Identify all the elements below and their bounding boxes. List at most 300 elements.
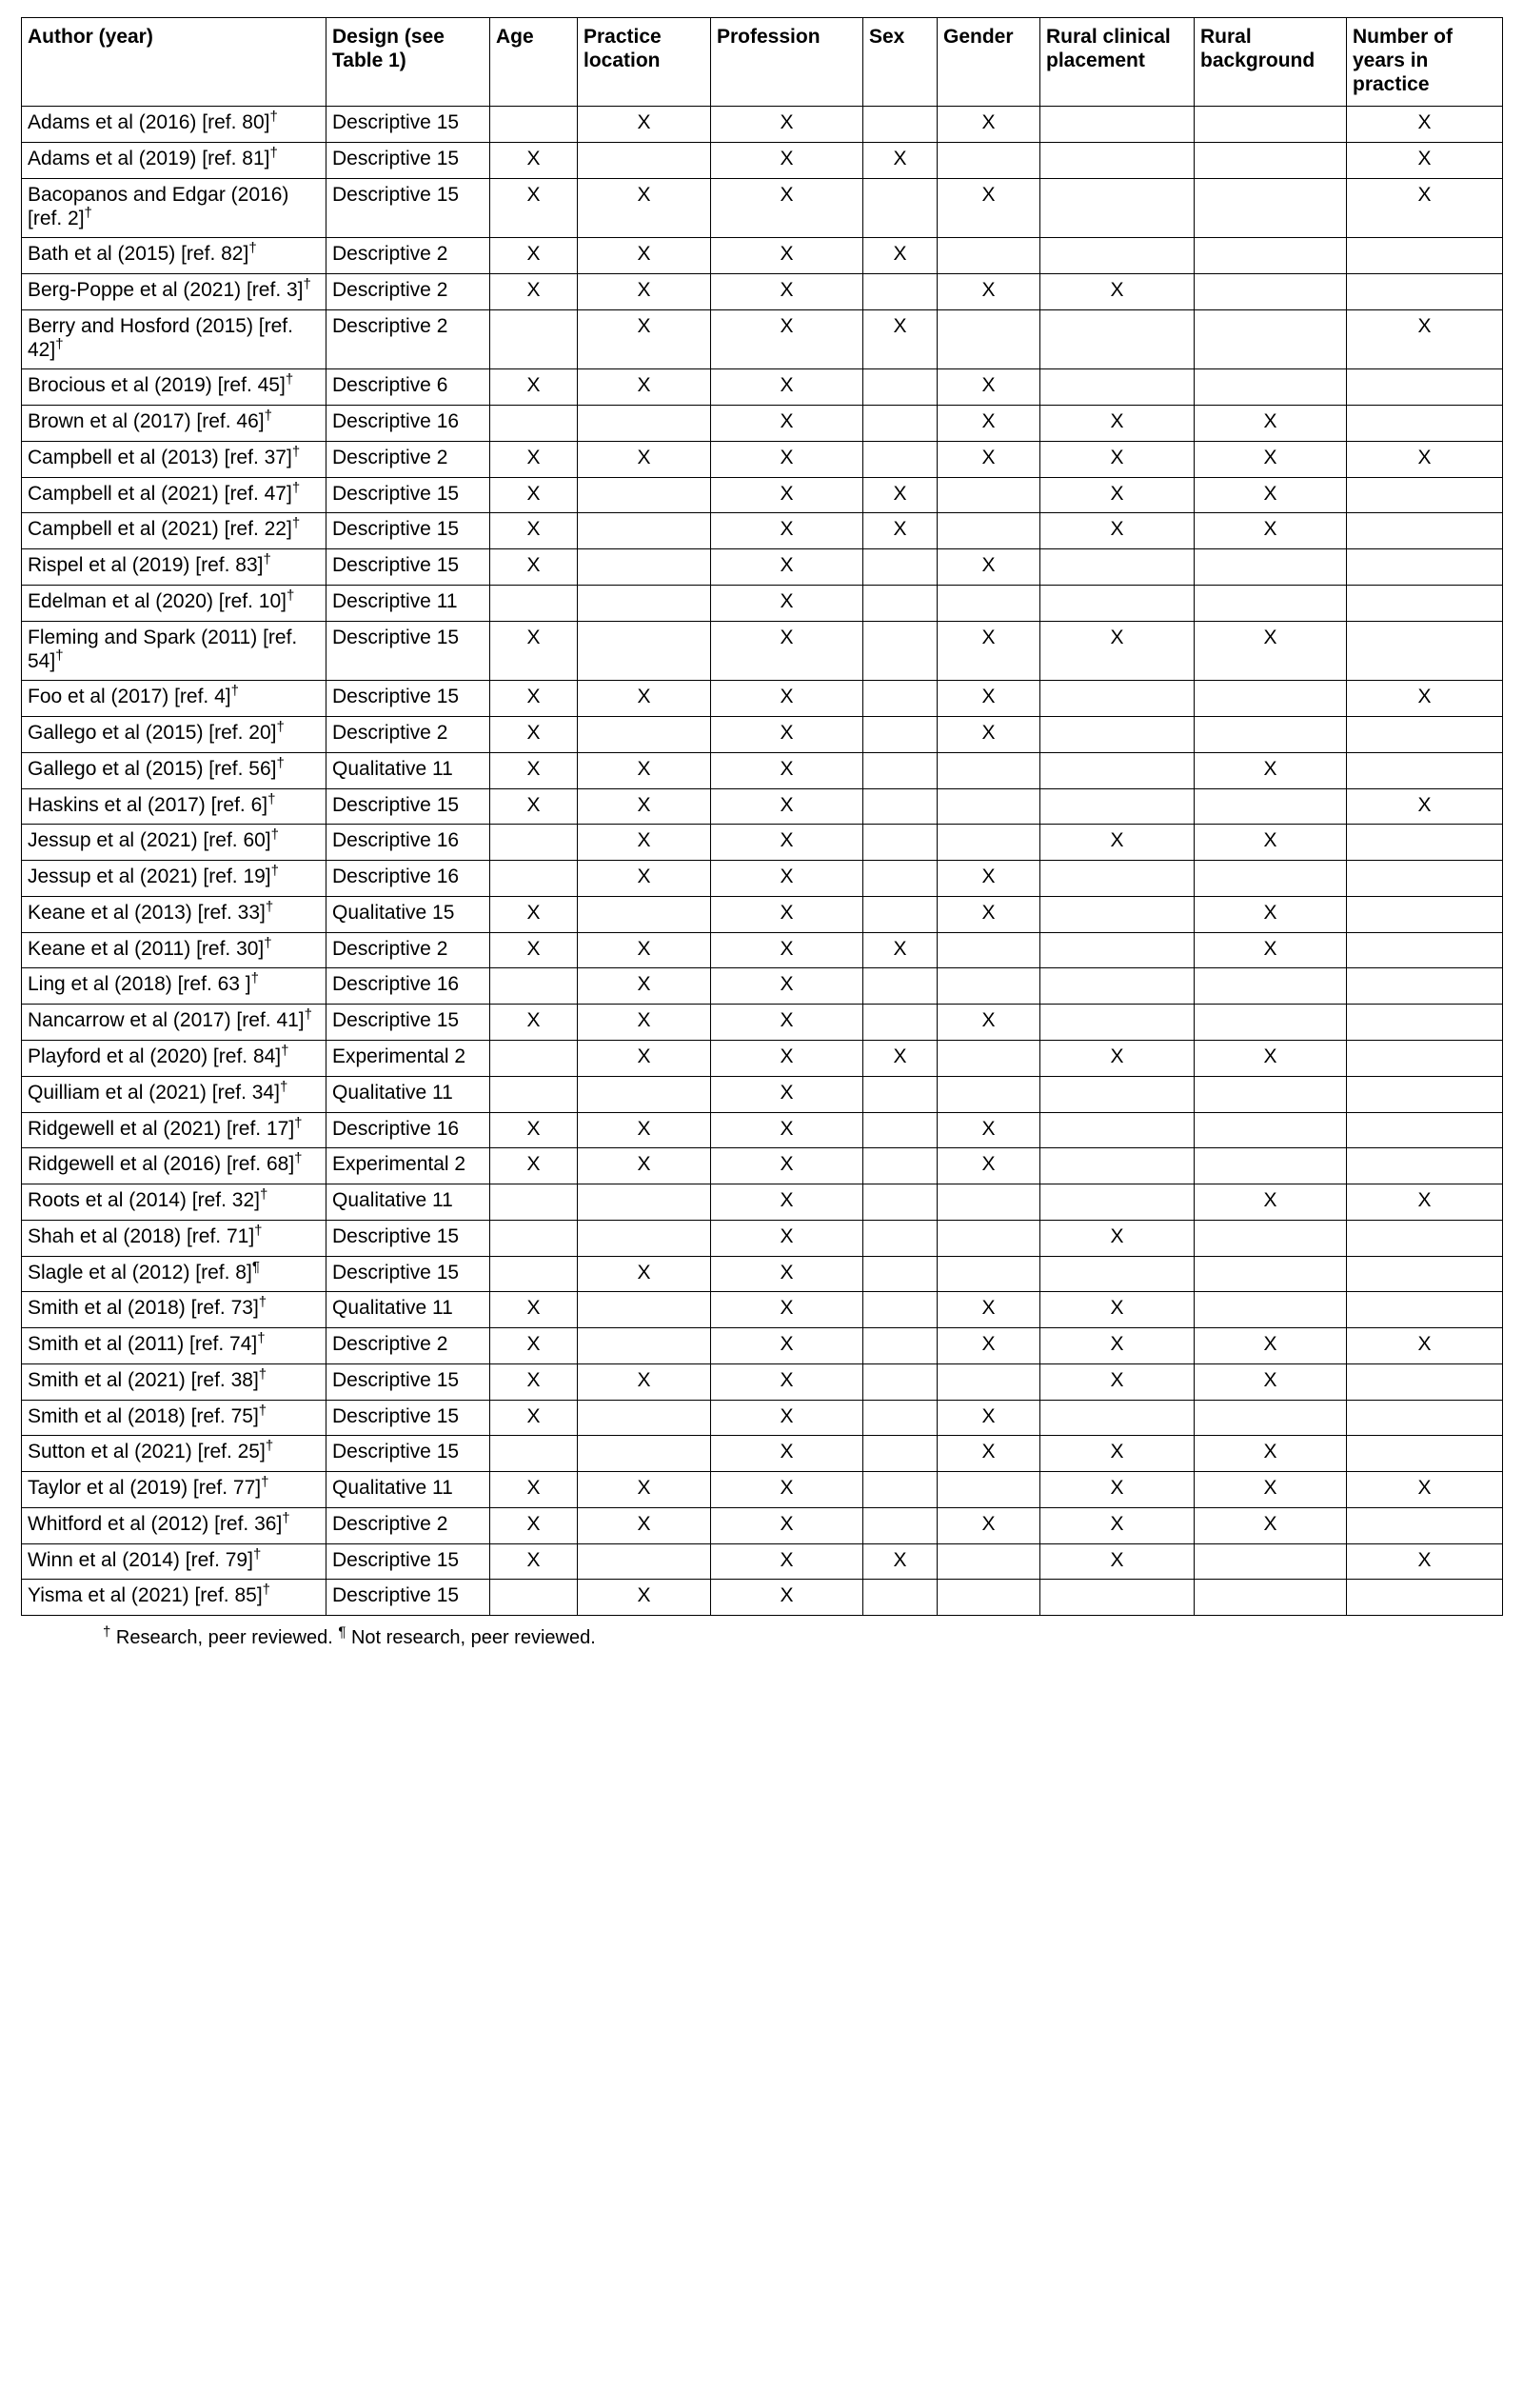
cell-years-in-practice xyxy=(1347,477,1503,513)
cell-sex: X xyxy=(863,238,938,274)
footnote-marker: † xyxy=(262,1582,271,1599)
cell-age xyxy=(490,107,578,143)
cell-rural-clinical-placement xyxy=(1040,549,1195,586)
cell-author: Bacopanos and Edgar (2016) [ref. 2]† xyxy=(22,178,326,238)
cell-years-in-practice xyxy=(1347,1076,1503,1112)
cell-gender xyxy=(938,1472,1040,1508)
cell-design: Experimental 2 xyxy=(326,1148,490,1184)
cell-sex xyxy=(863,896,938,932)
cell-gender: X xyxy=(938,1292,1040,1328)
cell-design: Descriptive 15 xyxy=(326,143,490,179)
table-header-row xyxy=(22,18,1503,107)
cell-age xyxy=(490,1076,578,1112)
cell-author: Winn et al (2014) [ref. 79]† xyxy=(22,1543,326,1580)
cell-years-in-practice xyxy=(1347,1292,1503,1328)
cell-years-in-practice xyxy=(1347,369,1503,406)
cell-rural-background: X xyxy=(1195,406,1347,442)
cell-sex xyxy=(863,1436,938,1472)
cell-design: Qualitative 15 xyxy=(326,896,490,932)
cell-practice-location xyxy=(578,896,711,932)
cell-practice-location xyxy=(578,406,711,442)
cell-rural-clinical-placement: X xyxy=(1040,1472,1195,1508)
cell-profession: X xyxy=(711,1148,863,1184)
cell-gender xyxy=(938,477,1040,513)
cell-rural-clinical-placement: X xyxy=(1040,1543,1195,1580)
table-row xyxy=(22,1472,1503,1508)
table-row xyxy=(22,1400,1503,1436)
cell-profession: X xyxy=(711,1076,863,1112)
table-row xyxy=(22,1112,1503,1148)
column-header-rural-background: Rural background xyxy=(1195,18,1347,107)
cell-design: Descriptive 15 xyxy=(326,1005,490,1041)
cell-age: X xyxy=(490,896,578,932)
cell-gender: X xyxy=(938,681,1040,717)
cell-rural-clinical-placement xyxy=(1040,1184,1195,1221)
cell-practice-location: X xyxy=(578,1148,711,1184)
cell-gender: X xyxy=(938,1507,1040,1543)
table-row xyxy=(22,717,1503,753)
cell-sex xyxy=(863,1580,938,1616)
cell-rural-background: X xyxy=(1195,477,1347,513)
cell-rural-clinical-placement: X xyxy=(1040,477,1195,513)
footnote-marker: † xyxy=(291,515,301,532)
cell-rural-background xyxy=(1195,861,1347,897)
cell-design: Descriptive 2 xyxy=(326,717,490,753)
table-row xyxy=(22,178,1503,238)
column-header-rural-clinical-placement: Rural clinical placement xyxy=(1040,18,1195,107)
cell-rural-clinical-placement xyxy=(1040,1400,1195,1436)
table-row xyxy=(22,1328,1503,1364)
cell-profession: X xyxy=(711,1040,863,1076)
cell-profession: X xyxy=(711,1436,863,1472)
cell-rural-background xyxy=(1195,1400,1347,1436)
cell-gender xyxy=(938,238,1040,274)
cell-practice-location xyxy=(578,477,711,513)
cell-rural-clinical-placement xyxy=(1040,1112,1195,1148)
table-body xyxy=(22,107,1503,1616)
cell-design: Qualitative 11 xyxy=(326,752,490,788)
cell-author: Jessup et al (2021) [ref. 60]† xyxy=(22,825,326,861)
cell-rural-clinical-placement: X xyxy=(1040,1328,1195,1364)
cell-author: Shah et al (2018) [ref. 71]† xyxy=(22,1220,326,1256)
cell-age: X xyxy=(490,1363,578,1400)
cell-age: X xyxy=(490,1400,578,1436)
cell-gender: X xyxy=(938,1148,1040,1184)
cell-age: X xyxy=(490,238,578,274)
cell-practice-location xyxy=(578,513,711,549)
cell-author: Roots et al (2014) [ref. 32]† xyxy=(22,1184,326,1221)
cell-practice-location: X xyxy=(578,1472,711,1508)
cell-years-in-practice xyxy=(1347,1220,1503,1256)
cell-rural-background: X xyxy=(1195,1328,1347,1364)
cell-age xyxy=(490,309,578,369)
footnote-marker: † xyxy=(254,1222,263,1239)
cell-design: Descriptive 15 xyxy=(326,1580,490,1616)
footnote-text-research: Research, peer reviewed. xyxy=(110,1627,339,1649)
table-row xyxy=(22,1507,1503,1543)
cell-age: X xyxy=(490,441,578,477)
footnote-marker: † xyxy=(291,443,301,460)
cell-years-in-practice: X xyxy=(1347,1184,1503,1221)
cell-sex xyxy=(863,1472,938,1508)
cell-rural-background: X xyxy=(1195,1436,1347,1472)
cell-rural-background: X xyxy=(1195,1472,1347,1508)
cell-practice-location xyxy=(578,621,711,681)
cell-rural-clinical-placement xyxy=(1040,143,1195,179)
cell-age xyxy=(490,586,578,622)
table-row xyxy=(22,788,1503,825)
cell-author: Ridgewell et al (2021) [ref. 17]† xyxy=(22,1112,326,1148)
table-row xyxy=(22,1580,1503,1616)
cell-profession: X xyxy=(711,1400,863,1436)
cell-rural-background: X xyxy=(1195,1184,1347,1221)
footnote-marker: † xyxy=(303,276,311,293)
column-header-years-in-practice: Number of years in practice xyxy=(1347,18,1503,107)
table-footnote xyxy=(21,1623,1502,1649)
footnote-marker: † xyxy=(267,790,276,807)
cell-design: Descriptive 2 xyxy=(326,309,490,369)
cell-sex xyxy=(863,1112,938,1148)
cell-profession: X xyxy=(711,1112,863,1148)
cell-rural-background xyxy=(1195,107,1347,143)
cell-design: Qualitative 11 xyxy=(326,1292,490,1328)
cell-rural-background xyxy=(1195,1148,1347,1184)
footnote-marker: † xyxy=(252,1545,262,1562)
cell-design: Descriptive 2 xyxy=(326,932,490,968)
cell-gender xyxy=(938,1580,1040,1616)
cell-sex xyxy=(863,549,938,586)
cell-years-in-practice: X xyxy=(1347,309,1503,369)
table-row xyxy=(22,309,1503,369)
cell-years-in-practice xyxy=(1347,717,1503,753)
cell-age: X xyxy=(490,369,578,406)
cell-profession: X xyxy=(711,968,863,1005)
cell-sex: X xyxy=(863,1040,938,1076)
cell-rural-clinical-placement xyxy=(1040,1256,1195,1292)
cell-author: Ling et al (2018) [ref. 63 ]† xyxy=(22,968,326,1005)
cell-practice-location xyxy=(578,143,711,179)
cell-rural-clinical-placement: X xyxy=(1040,441,1195,477)
cell-design: Descriptive 15 xyxy=(326,1400,490,1436)
cell-age: X xyxy=(490,621,578,681)
cell-age: X xyxy=(490,788,578,825)
cell-sex: X xyxy=(863,477,938,513)
cell-sex xyxy=(863,681,938,717)
footnote-marker: ¶ xyxy=(251,1258,260,1275)
cell-rural-background: X xyxy=(1195,896,1347,932)
cell-design: Experimental 2 xyxy=(326,1040,490,1076)
cell-age: X xyxy=(490,143,578,179)
cell-gender: X xyxy=(938,406,1040,442)
footnote-marker: † xyxy=(230,683,239,700)
cell-practice-location: X xyxy=(578,1005,711,1041)
cell-practice-location xyxy=(578,1292,711,1328)
cell-author: Brown et al (2017) [ref. 46]† xyxy=(22,406,326,442)
table-row xyxy=(22,968,1503,1005)
cell-years-in-practice xyxy=(1347,1148,1503,1184)
footnote-marker: † xyxy=(304,1006,312,1024)
cell-design: Descriptive 15 xyxy=(326,549,490,586)
cell-gender: X xyxy=(938,1400,1040,1436)
cell-design: Descriptive 16 xyxy=(326,406,490,442)
cell-gender: X xyxy=(938,1005,1040,1041)
cell-author: Ridgewell et al (2016) [ref. 68]† xyxy=(22,1148,326,1184)
cell-gender: X xyxy=(938,107,1040,143)
cell-gender: X xyxy=(938,1112,1040,1148)
cell-sex xyxy=(863,825,938,861)
cell-gender: X xyxy=(938,1328,1040,1364)
cell-rural-clinical-placement xyxy=(1040,717,1195,753)
cell-years-in-practice: X xyxy=(1347,441,1503,477)
cell-profession: X xyxy=(711,788,863,825)
cell-gender xyxy=(938,932,1040,968)
cell-sex xyxy=(863,717,938,753)
cell-practice-location: X xyxy=(578,788,711,825)
footnote-marker: † xyxy=(276,719,285,736)
cell-rural-clinical-placement xyxy=(1040,107,1195,143)
cell-gender: X xyxy=(938,621,1040,681)
cell-author: Edelman et al (2020) [ref. 10]† xyxy=(22,586,326,622)
table-row xyxy=(22,1256,1503,1292)
cell-gender xyxy=(938,825,1040,861)
cell-age: X xyxy=(490,274,578,310)
cell-rural-background: X xyxy=(1195,1363,1347,1400)
column-header-gender: Gender xyxy=(938,18,1040,107)
cell-practice-location: X xyxy=(578,825,711,861)
cell-age xyxy=(490,968,578,1005)
table-row xyxy=(22,1148,1503,1184)
cell-age: X xyxy=(490,681,578,717)
cell-author: Smith et al (2018) [ref. 73]† xyxy=(22,1292,326,1328)
cell-years-in-practice: X xyxy=(1347,178,1503,238)
cell-rural-background xyxy=(1195,143,1347,179)
footnote-pilcrow-symbol: ¶ xyxy=(338,1623,346,1641)
footnote-marker: † xyxy=(264,408,272,425)
footnote-marker: † xyxy=(264,934,272,951)
cell-practice-location: X xyxy=(578,309,711,369)
cell-design: Descriptive 2 xyxy=(326,238,490,274)
cell-author: Sutton et al (2021) [ref. 25]† xyxy=(22,1436,326,1472)
cell-rural-background xyxy=(1195,1112,1347,1148)
cell-years-in-practice xyxy=(1347,274,1503,310)
footnote-marker: † xyxy=(285,371,294,388)
cell-design: Descriptive 15 xyxy=(326,1220,490,1256)
cell-years-in-practice: X xyxy=(1347,107,1503,143)
cell-design: Descriptive 16 xyxy=(326,825,490,861)
cell-rural-clinical-placement: X xyxy=(1040,513,1195,549)
cell-rural-clinical-placement xyxy=(1040,586,1195,622)
table-row xyxy=(22,896,1503,932)
table-row xyxy=(22,1005,1503,1041)
cell-rural-clinical-placement xyxy=(1040,1148,1195,1184)
cell-profession: X xyxy=(711,477,863,513)
cell-design: Descriptive 6 xyxy=(326,369,490,406)
cell-rural-background: X xyxy=(1195,932,1347,968)
table-row xyxy=(22,406,1503,442)
cell-author: Taylor et al (2019) [ref. 77]† xyxy=(22,1472,326,1508)
cell-practice-location: X xyxy=(578,861,711,897)
cell-rural-background xyxy=(1195,717,1347,753)
cell-gender xyxy=(938,143,1040,179)
cell-gender xyxy=(938,968,1040,1005)
cell-rural-clinical-placement: X xyxy=(1040,1507,1195,1543)
cell-author: Foo et al (2017) [ref. 4]† xyxy=(22,681,326,717)
cell-rural-clinical-placement xyxy=(1040,309,1195,369)
cell-years-in-practice: X xyxy=(1347,143,1503,179)
cell-years-in-practice xyxy=(1347,1436,1503,1472)
cell-rural-background xyxy=(1195,1543,1347,1580)
cell-rural-clinical-placement: X xyxy=(1040,1363,1195,1400)
cell-years-in-practice xyxy=(1347,825,1503,861)
cell-years-in-practice xyxy=(1347,932,1503,968)
cell-rural-clinical-placement xyxy=(1040,861,1195,897)
cell-years-in-practice xyxy=(1347,1112,1503,1148)
table-row xyxy=(22,549,1503,586)
footnote-marker: † xyxy=(261,1474,269,1491)
cell-author: Jessup et al (2021) [ref. 19]† xyxy=(22,861,326,897)
cell-rural-background xyxy=(1195,274,1347,310)
column-header-sex: Sex xyxy=(863,18,938,107)
cell-rural-background xyxy=(1195,1005,1347,1041)
cell-rural-clinical-placement xyxy=(1040,932,1195,968)
table-row xyxy=(22,513,1503,549)
cell-author: Campbell et al (2021) [ref. 47]† xyxy=(22,477,326,513)
cell-practice-location xyxy=(578,586,711,622)
cell-rural-background xyxy=(1195,788,1347,825)
cell-practice-location: X xyxy=(578,1040,711,1076)
footnote-marker: † xyxy=(270,826,279,844)
footnote-marker: † xyxy=(257,1330,266,1347)
cell-practice-location xyxy=(578,1543,711,1580)
cell-sex xyxy=(863,1220,938,1256)
cell-sex xyxy=(863,1328,938,1364)
table-row xyxy=(22,1543,1503,1580)
table-row xyxy=(22,1220,1503,1256)
cell-rural-clinical-placement: X xyxy=(1040,1040,1195,1076)
table-row xyxy=(22,1076,1503,1112)
cell-author: Berg-Poppe et al (2021) [ref. 3]† xyxy=(22,274,326,310)
cell-age: X xyxy=(490,513,578,549)
cell-years-in-practice: X xyxy=(1347,1543,1503,1580)
cell-design: Descriptive 15 xyxy=(326,1256,490,1292)
study-characteristics-table xyxy=(21,17,1503,1616)
footnote-marker: † xyxy=(276,754,285,771)
cell-rural-background xyxy=(1195,968,1347,1005)
cell-age: X xyxy=(490,1543,578,1580)
cell-author: Adams et al (2016) [ref. 80]† xyxy=(22,107,326,143)
cell-author: Campbell et al (2013) [ref. 37]† xyxy=(22,441,326,477)
cell-author: Fleming and Spark (2011) [ref. 54]† xyxy=(22,621,326,681)
cell-age xyxy=(490,1436,578,1472)
cell-rural-background xyxy=(1195,1220,1347,1256)
cell-profession: X xyxy=(711,1472,863,1508)
cell-sex xyxy=(863,1256,938,1292)
cell-rural-background xyxy=(1195,309,1347,369)
cell-sex xyxy=(863,274,938,310)
cell-years-in-practice xyxy=(1347,1040,1503,1076)
cell-rural-background: X xyxy=(1195,752,1347,788)
cell-practice-location: X xyxy=(578,681,711,717)
cell-age xyxy=(490,1220,578,1256)
cell-rural-background: X xyxy=(1195,513,1347,549)
cell-rural-background xyxy=(1195,586,1347,622)
cell-years-in-practice xyxy=(1347,861,1503,897)
cell-age: X xyxy=(490,1148,578,1184)
cell-rural-background xyxy=(1195,369,1347,406)
footnote-marker: † xyxy=(259,1186,268,1204)
footnote-marker: † xyxy=(265,898,274,915)
cell-design: Descriptive 2 xyxy=(326,1328,490,1364)
cell-profession: X xyxy=(711,406,863,442)
footnote-marker: † xyxy=(263,551,271,568)
cell-design: Qualitative 11 xyxy=(326,1076,490,1112)
cell-age: X xyxy=(490,1472,578,1508)
cell-profession: X xyxy=(711,752,863,788)
cell-profession: X xyxy=(711,1580,863,1616)
cell-years-in-practice xyxy=(1347,238,1503,274)
cell-rural-background xyxy=(1195,1580,1347,1616)
cell-rural-clinical-placement xyxy=(1040,1005,1195,1041)
table-row xyxy=(22,238,1503,274)
cell-gender xyxy=(938,1040,1040,1076)
cell-gender: X xyxy=(938,369,1040,406)
cell-sex xyxy=(863,1507,938,1543)
cell-practice-location xyxy=(578,1328,711,1364)
cell-practice-location: X xyxy=(578,441,711,477)
cell-design: Descriptive 15 xyxy=(326,178,490,238)
cell-practice-location: X xyxy=(578,968,711,1005)
cell-age: X xyxy=(490,549,578,586)
cell-age xyxy=(490,1256,578,1292)
cell-practice-location xyxy=(578,1220,711,1256)
cell-age: X xyxy=(490,477,578,513)
cell-age xyxy=(490,1040,578,1076)
cell-author: Nancarrow et al (2017) [ref. 41]† xyxy=(22,1005,326,1041)
cell-profession: X xyxy=(711,1543,863,1580)
cell-sex xyxy=(863,586,938,622)
cell-years-in-practice xyxy=(1347,896,1503,932)
table-row xyxy=(22,477,1503,513)
cell-profession: X xyxy=(711,238,863,274)
cell-author: Slagle et al (2012) [ref. 8]¶ xyxy=(22,1256,326,1292)
cell-design: Descriptive 15 xyxy=(326,621,490,681)
table-row xyxy=(22,752,1503,788)
table-row xyxy=(22,1292,1503,1328)
cell-rural-clinical-placement: X xyxy=(1040,1436,1195,1472)
cell-years-in-practice xyxy=(1347,1005,1503,1041)
cell-design: Descriptive 15 xyxy=(326,477,490,513)
cell-age: X xyxy=(490,932,578,968)
cell-gender: X xyxy=(938,178,1040,238)
table-row xyxy=(22,143,1503,179)
cell-design: Descriptive 16 xyxy=(326,1112,490,1148)
footnote-marker: † xyxy=(55,335,64,352)
cell-practice-location: X xyxy=(578,1580,711,1616)
cell-author: Haskins et al (2017) [ref. 6]† xyxy=(22,788,326,825)
cell-gender xyxy=(938,1076,1040,1112)
cell-profession: X xyxy=(711,1363,863,1400)
cell-sex: X xyxy=(863,932,938,968)
table-row xyxy=(22,681,1503,717)
cell-practice-location: X xyxy=(578,274,711,310)
cell-gender xyxy=(938,309,1040,369)
footnote-marker: † xyxy=(279,1078,288,1095)
cell-sex: X xyxy=(863,513,938,549)
cell-profession: X xyxy=(711,549,863,586)
footnote-marker: † xyxy=(258,1365,267,1383)
cell-profession: X xyxy=(711,586,863,622)
table-row xyxy=(22,107,1503,143)
